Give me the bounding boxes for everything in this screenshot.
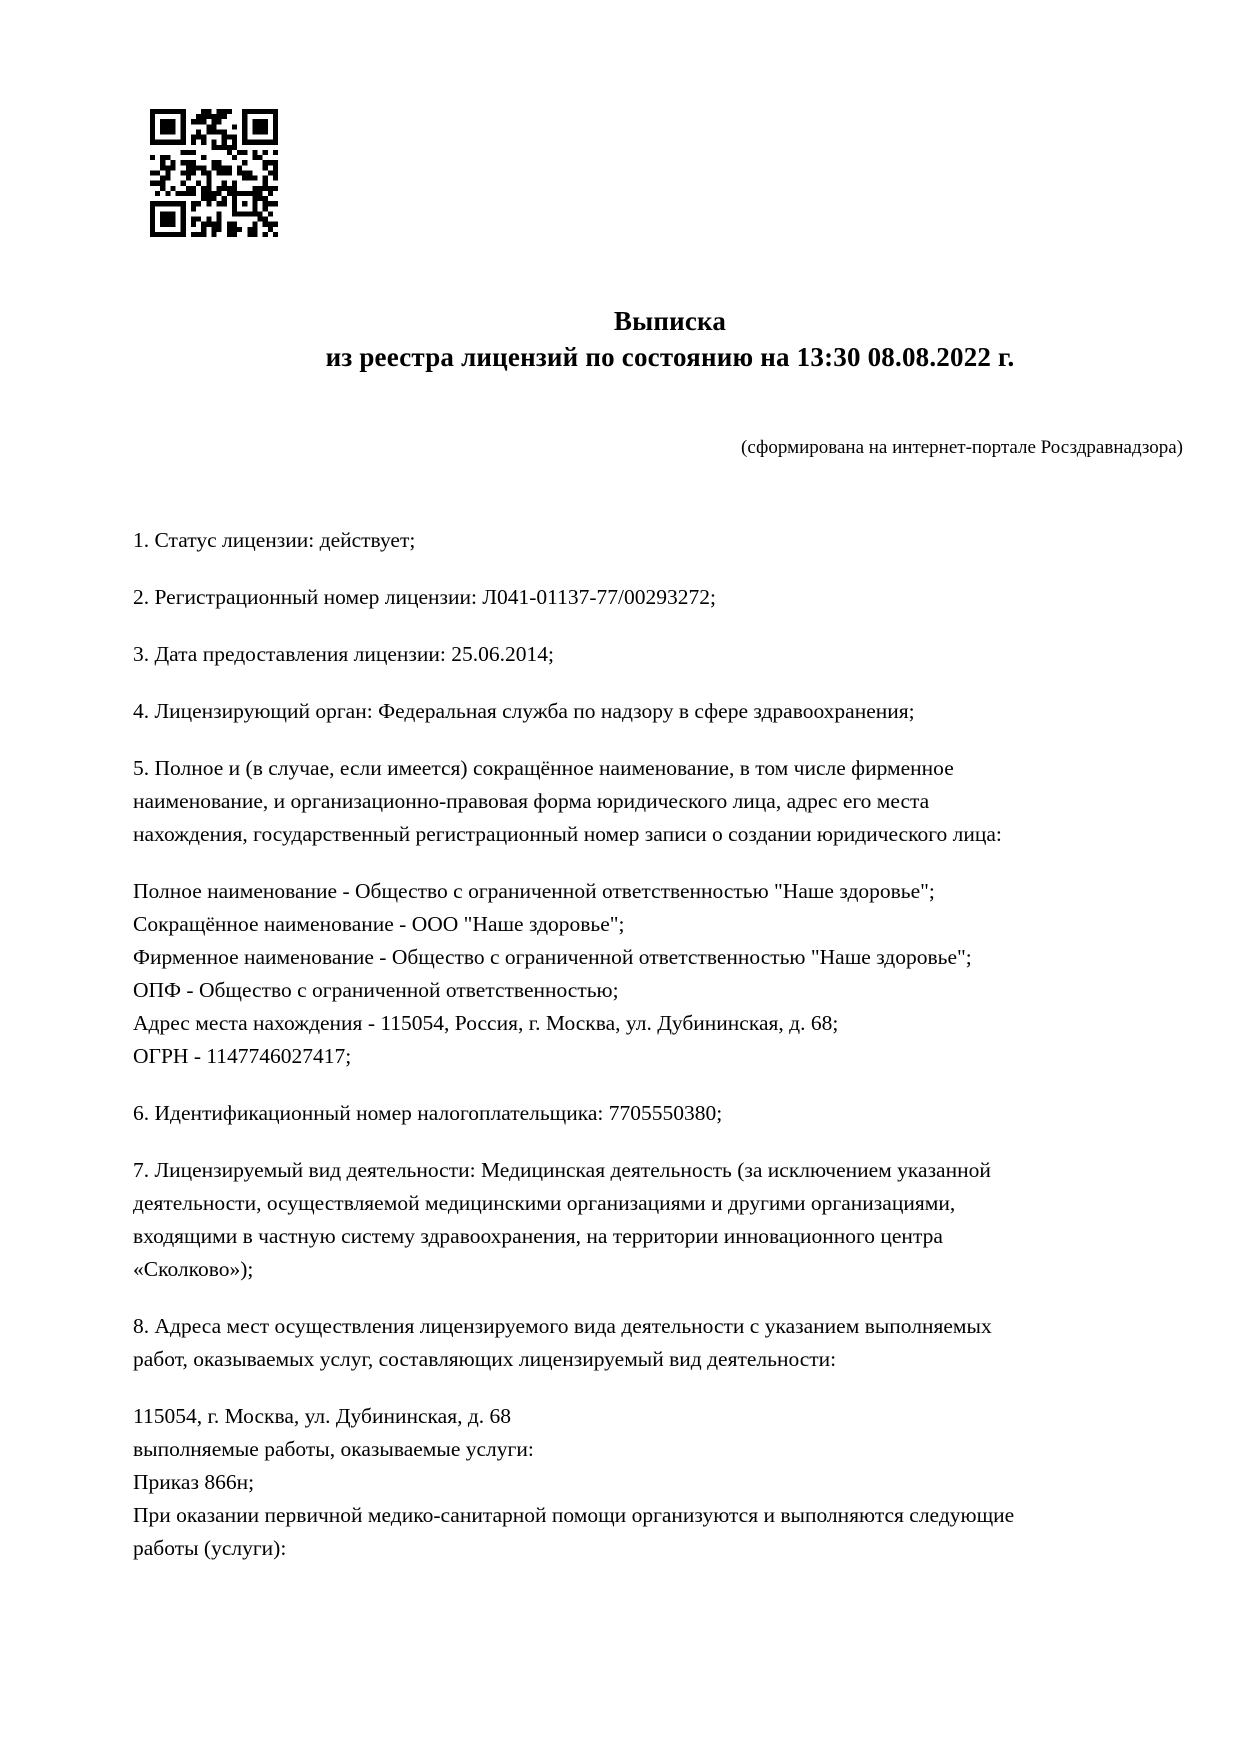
paragraph-licensed-activity bbox=[133, 1154, 1173, 1286]
paragraph-grant-date bbox=[133, 638, 1173, 671]
text-line: При оказании первичной медико-санитарной помощи организуются и выполняются следующие bbox=[133, 1503, 1015, 1527]
title-line-2: из реестра лицензий по состоянию на 13:30 08.08.2022 г. bbox=[325, 342, 1015, 372]
text-line: входящими в частную систему здравоохранения, на территории инновационного центра bbox=[133, 1224, 943, 1248]
text-line: ОПФ - Общество с ограниченной ответственностью; bbox=[133, 978, 619, 1002]
text-line: 7. Лицензируемый вид деятельности: Медицинская деятельность (за исключением указанной bbox=[133, 1158, 991, 1182]
paragraph-licensing-authority bbox=[133, 695, 1173, 728]
document-body bbox=[133, 524, 1173, 1589]
text-line: ОГРН - 1147746027417; bbox=[133, 1044, 352, 1068]
text-line: Фирменное наименование - Общество с ограниченной ответственностью "Наше здоровье"; bbox=[133, 945, 972, 969]
paragraph-legal-entity-intro bbox=[133, 752, 1173, 851]
document-subtitle: (сформирована на интернет-портале Росздравнадзора) bbox=[741, 437, 1183, 458]
text-line: Адрес места нахождения - 115054, Россия, г. Москва, ул. Дубининская, д. 68; bbox=[133, 1011, 839, 1035]
text-line: 4. Лицензирующий орган: Федеральная служба по надзору в сфере здравоохранения; bbox=[133, 699, 915, 723]
paragraph-activity-address-details bbox=[133, 1400, 1173, 1565]
text-line: 2. Регистрационный номер лицензии: Л041-01137-77/00293272; bbox=[133, 585, 716, 609]
paragraph-activity-addresses-intro bbox=[133, 1310, 1173, 1376]
document-title bbox=[133, 303, 1207, 375]
text-line: «Сколково»); bbox=[133, 1257, 254, 1281]
text-line: 5. Полное и (в случае, если имеется) сокращённое наименование, в том числе фирменное bbox=[133, 756, 954, 780]
text-line: 6. Идентификационный номер налогоплательщика: 7705550380; bbox=[133, 1101, 723, 1125]
paragraph-license-status bbox=[133, 524, 1173, 557]
text-line: деятельности, осуществляемой медицинскими организациями и другими организациями, bbox=[133, 1191, 956, 1215]
text-line: нахождения, государственный регистрационный номер записи о создании юридического лица: bbox=[133, 822, 1002, 846]
text-line: выполняемые работы, оказываемые услуги: bbox=[133, 1437, 534, 1461]
text-line: 8. Адреса мест осуществления лицензируемого вида деятельности с указанием выполняемых bbox=[133, 1314, 992, 1338]
text-line: работы (услуги): bbox=[133, 1536, 287, 1560]
paragraph-taxpayer-number bbox=[133, 1097, 1173, 1130]
text-line: Полное наименование - Общество с ограниченной ответственностью "Наше здоровье"; bbox=[133, 879, 935, 903]
qr-code-icon bbox=[150, 109, 278, 237]
text-line: 1. Статус лицензии: действует; bbox=[133, 528, 416, 552]
text-line: 3. Дата предоставления лицензии: 25.06.2014; bbox=[133, 642, 554, 666]
text-line: Сокращённое наименование - ООО "Наше здоровье"; bbox=[133, 912, 625, 936]
text-line: 115054, г. Москва, ул. Дубининская, д. 68 bbox=[133, 1404, 512, 1428]
paragraph-legal-entity-details bbox=[133, 875, 1173, 1073]
text-line: работ, оказываемых услуг, составляющих лицензируемый вид деятельности: bbox=[133, 1347, 837, 1371]
title-line-1: Выписка bbox=[613, 306, 727, 336]
paragraph-registration-number bbox=[133, 581, 1173, 614]
text-line: наименование, и организационно-правовая форма юридического лица, адрес его места bbox=[133, 789, 930, 813]
text-line: Приказ 866н; bbox=[133, 1470, 255, 1494]
